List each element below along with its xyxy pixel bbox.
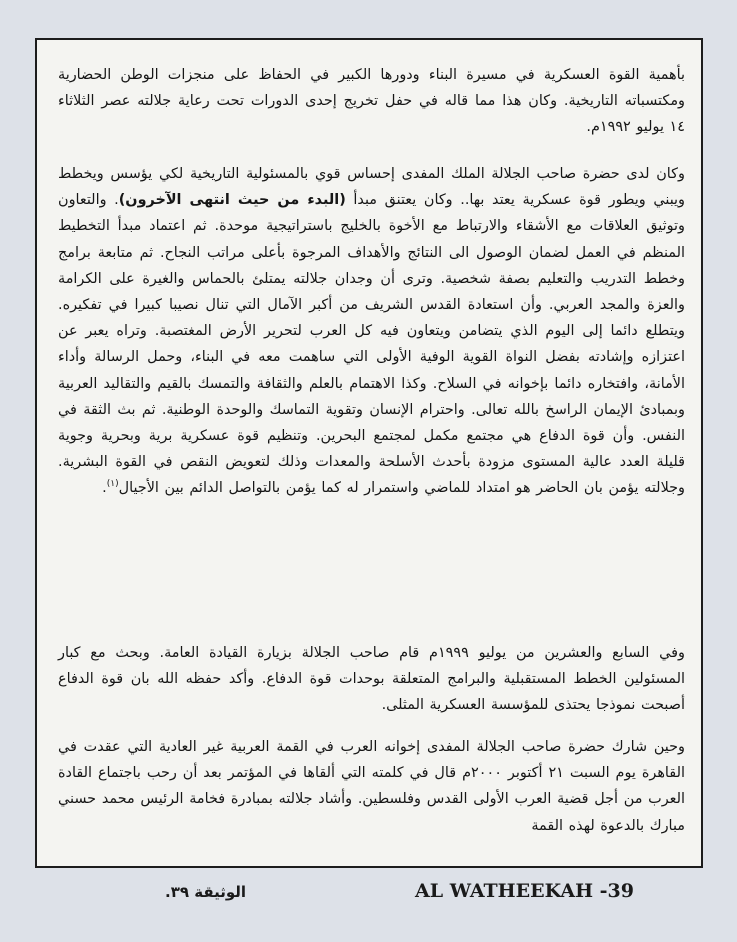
paragraph-1: بأهمية القوة العسكرية في مسيرة البناء ودورها الكبير في الحفاظ على منجزات الوطن الحضارية ومكتسباته التاريخية. وكان هذا مما قاله في حفل تخريج إحدى الدورات تحت رعاية جلالته عصر الثلاثاء ١٤ يوليو ١٩٩٢م. (58, 67, 685, 136)
paragraph-2-part-b: . والتعاون وتوثيق العلاقات مع الأشقاء والارتباط مع الأخوة بالخليج باستراتيجية موحدة. ثم اعتماد مبدأ التخطيط المنظم في العمل لضمان الوصول الى النتائج والأهداف المرجوة بأعلى مراتب النجاح. ثم متابعة برامج وخطط التدريب والتعليم بصفة شخصية. وترى أن وجدان جلالته يمتلئ بالحماس والغيرة على الكرامة والعزة والمجد العربي. وأن استعادة القدس الشريف من أكبر الآمال التي تنال نصيبا كبيرا في تفكيره. ويتطلع دائما إلى اليوم الذي يتضامن ويتعاون فيه كل العرب لتحرير الأرض المغتصبة. وتراه يعبر عن اعتزازه وإشادته بفضل النواة القوية الوفية الأولى التي ساهمت معه في البناء، وحمل الرسالة وأداء الأمانة، وافتخاره دائما بإخوانه في السلاح. وكذا الاهتمام بالعلم والثقافة والتمسك بالقيم والتقاليد العربية وبمبادئ الإيمان الراسخ بالله تعالى. واحترام الإنسان وتقوية التماسك والوحدة الوطنية. ثم بث الثقة في النفس. وأن قوة الدفاع هي مجتمع مكمل لمجتمع البحرين. وتنظيم قوة عسكرية برية وبحرية وجوية قليلة العدد عالية المستوى مزودة بأحدث الأسلحة والمعدات وذلك لتعويض النقص في القوة البشرية. وجلالته يؤمن بان الحاضر هو امتداد للماضي واستمرار له كما يؤمن بالتواصل الدائم بين الأجيال (58, 192, 685, 497)
paragraph-4: وحين شارك حضرة صاحب الجلالة المفدى إخوانه العرب في القمة العربية غير العادية التي عقدت في القاهرة يوم السبت ٢١ أكتوبر ٢٠٠٠م قال في كلمته التي ألقاها في المؤتمر بعد أن رحب باجتماع القادة العرب من أجل قضية العرب الأولى القدس وفلسطين. وأشاد جلالته بمبادرة فخامة الرئيس محمد حسني مبارك بالدعوة لهذه القمة (58, 739, 685, 834)
footnote-marker: (١) (106, 479, 119, 490)
paragraph-2-end: . (102, 480, 107, 497)
footer-title-arabic: الوثيقة ٣٩. (165, 883, 247, 901)
paragraph-3: وفي السابع والعشرين من يوليو ١٩٩٩م قام صاحب الجلالة بزيارة القيادة العامة. وبحث مع كبار المسئولين الخطط المستقبلية والبرامج المتعلقة بوحدات قوة الدفاع. وأكد حفظه الله بان قوة الدفاع أصبحت نموذجا يحتذى للمؤسسة العسكرية المثلى. (58, 645, 685, 714)
paragraph-2-part-a: وكان لدى حضرة صاحب الجلالة الملك المفدى إحساس قوي بالمسئولية التاريخية لكي يؤسس ويخطط ويبني ويطور قوة عسكرية يعتد بها.. وكان يعتنق مبدأ (58, 166, 686, 209)
paragraph-2 (58, 161, 685, 502)
paragraph-2-bold-phrase: (البدء من حيث انتهى الآخرون) (118, 192, 346, 209)
footer-title-latin: AL WATHEEKAH -39 (415, 880, 634, 902)
